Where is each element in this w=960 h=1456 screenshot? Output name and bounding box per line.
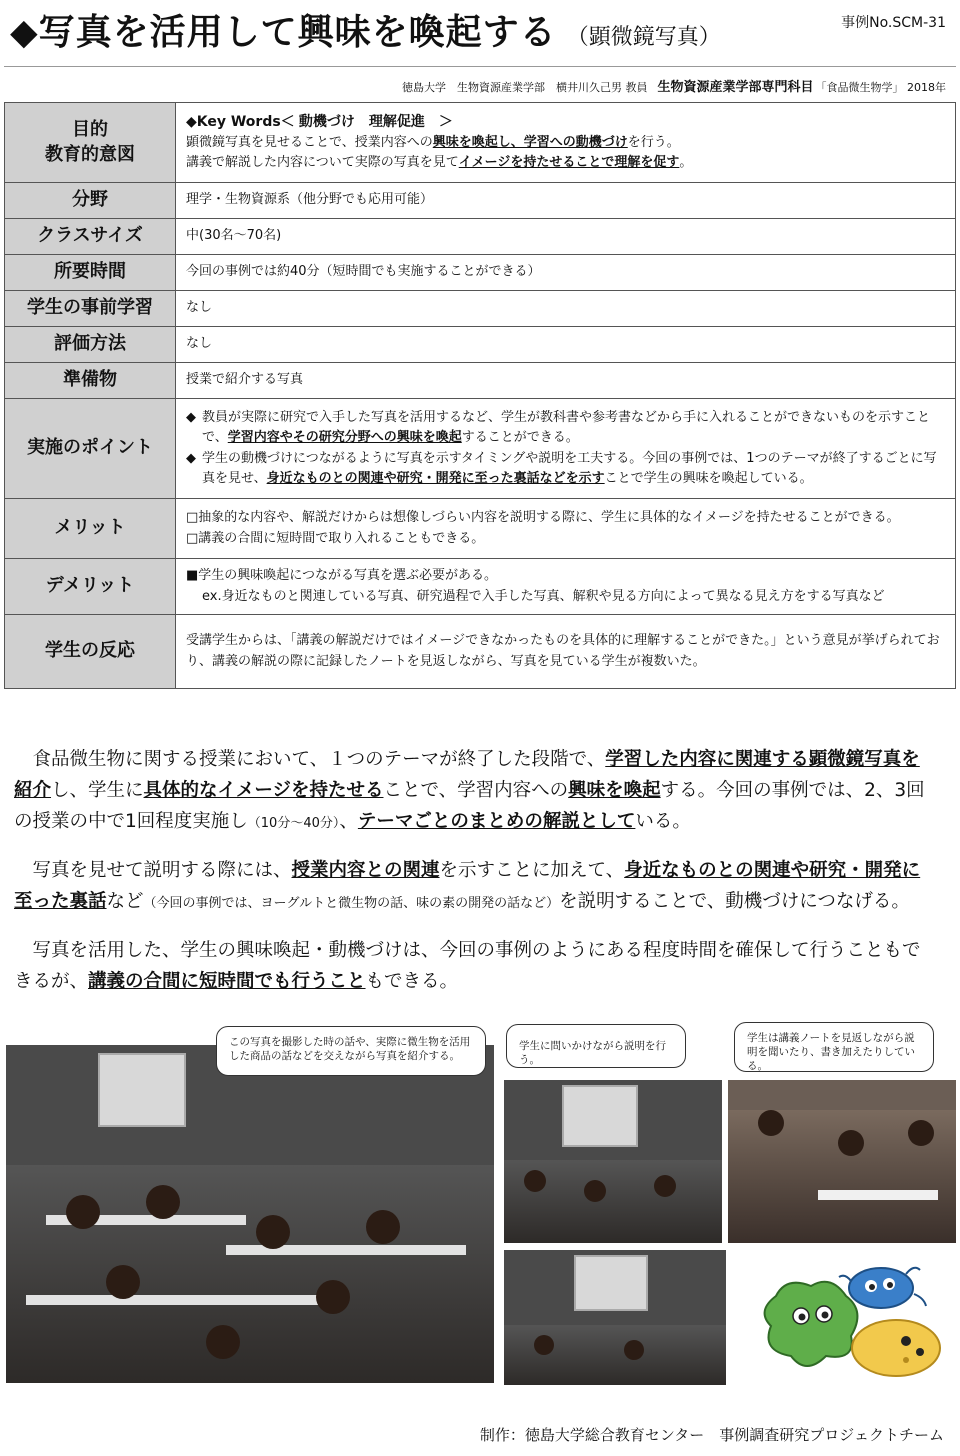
row-purpose — [5, 103, 956, 183]
subject-label: 生物資源産業学部専門科目 — [657, 80, 814, 95]
speech-bubble-3: 学生は講義ノートを見返しながら説明を聞いたり、書き加えたりしている。 — [734, 1022, 934, 1072]
row-demerit — [5, 559, 956, 615]
row-value: ◆Key Words＜ 動機づけ 理解促進 ＞ 顕微鏡写真を見せることで、授業内容への興味を喚起し、学習への動機づけを行う。 講義で解説した内容について実際の写真を見てイメージを持たせることで理解を促す。 — [176, 103, 956, 183]
title-subtitle: （顕微鏡写真） — [566, 25, 721, 50]
row-merit — [5, 499, 956, 559]
author-name: 徳島大学 生物資源産業学部 横井川久己男 教員 — [401, 81, 648, 94]
row-evaluation — [5, 327, 956, 363]
yellow-microbe — [852, 1320, 940, 1376]
row-label: 学生の反応 — [5, 615, 176, 689]
row-label: 評価方法 — [5, 327, 176, 363]
row-value: 授業で紹介する写真 — [176, 363, 956, 399]
row-label: 準備物 — [5, 363, 176, 399]
row-label: 実施のポイント — [5, 399, 176, 499]
lecture-photo-4 — [504, 1250, 726, 1385]
row-prep-study — [5, 291, 956, 327]
row-reaction — [5, 615, 956, 689]
row-value: ■学生の興味喚起につながる写真を選ぶ必要がある。 ex.身近なものと関連している写真、研究過程で入手した写真、解釈や見る方向によって異なる見え方をする写真など — [176, 559, 956, 615]
row-value: 今回の事例では約40分（短時間でも実施することができる） — [176, 255, 956, 291]
row-value: なし — [176, 327, 956, 363]
row-points — [5, 399, 956, 499]
students — [504, 1325, 726, 1385]
row-materials — [5, 363, 956, 399]
case-number: 事例No.SCM-31 — [841, 15, 946, 31]
row-label: デメリット — [5, 559, 176, 615]
row-label: 分野 — [5, 183, 176, 219]
green-microbe — [765, 1282, 858, 1366]
body-paragraph-1: 食品微生物に関する授業において、１つのテーマが終了した段階で、学習した内容に関連する顕微鏡写真を紹介し、学生に具体的なイメージを持たせることで、学習内容への興味を喚起する。今回の事例では、2、3回の授業の中で1回程度実施し（10分～40分）、テーマごとのまとめの解説としている。 — [14, 749, 925, 832]
row-class-size — [5, 219, 956, 255]
row-label: 学生の事前学習 — [5, 291, 176, 327]
title-main: ◆写真を活用して興味を喚起する — [10, 12, 557, 53]
projector-screen — [98, 1053, 186, 1127]
header-divider — [4, 66, 956, 67]
row-value: 中(30名～70名) — [176, 219, 956, 255]
speech-bubble-2: 学生に問いかけながら説明を行う。 — [506, 1024, 686, 1068]
lecture-photo-2 — [504, 1080, 722, 1243]
keywords: 動機づけ 理解促進 ＞ — [298, 113, 453, 130]
author-line — [402, 76, 946, 95]
speech-bubble-1: この写真を撮影した時の話や、実際に微生物を活用した商品の話などを交えながら写真を紹介する。 — [216, 1026, 486, 1076]
lecture-photo-3 — [728, 1080, 956, 1243]
row-value: □抽象的な内容や、解説だけからは想像しづらい内容を説明する際に、学生に具体的なイメージを持たせることができる。 □講義の合間に短時間で取り入れることもできる。 — [176, 499, 956, 559]
row-duration — [5, 255, 956, 291]
row-value: ◆ 教員が実際に研究で入手した写真を活用するなど、学生が教科書や参考書などから手に入れることができないものを示すことで、学習内容やその研究分野への興味を喚起することができる。 ◆ 学生の動機づけにつながるように写真を示すタイミングや説明を工夫する。今回の事例では、1つのテーマが終了するごとに写真を見せ、身近なものとの関連や研究・開発に至った裏話などを示すことで学生の興味を喚起している。 — [176, 399, 956, 499]
footer-credit: 制作：徳島大学総合教育センター 事例調査研究プロジェクトチーム — [479, 1426, 944, 1444]
microbe-illustration — [756, 1256, 956, 1386]
row-label: クラスサイズ — [5, 219, 176, 255]
lecture-photo-main — [6, 1045, 494, 1383]
row-value: 理学・生物資源系（他分野でも応用可能） — [176, 183, 956, 219]
keywords-prefix: ◆Key Words＜ — [186, 113, 295, 130]
info-table — [4, 102, 956, 689]
page-title — [10, 4, 810, 60]
row-label: 所要時間 — [5, 255, 176, 291]
row-value: なし — [176, 291, 956, 327]
row-label: 目的 教育的意図 — [5, 103, 176, 183]
course-name: 「食品微生物学」 2018年 — [815, 81, 946, 94]
body-paragraph-3: 写真を活用した、学生の興味喚起・動機づけは、今回の事例のようにある程度時間を確保して行うこともできるが、講義の合間に短時間でも行うこともできる。 — [14, 940, 921, 992]
row-label: メリット — [5, 499, 176, 559]
projector-screen — [574, 1255, 648, 1311]
row-value: 受講学生からは、「講義の解説だけではイメージできなかったものを具体的に理解することができた。」という意見が挙げられており、講義の解説の際に記録したノートを見返しながら、写真を見ている学生が複数いた。 — [176, 615, 956, 689]
row-field — [5, 183, 956, 219]
body-paragraph-2: 写真を見せて説明する際には、授業内容との関連を示すことに加えて、身近なものとの関連や研究・開発に至った裏話など（今回の事例では、ヨーグルトと微生物の話、味の素の開発の話など）を説明することで、動機づけにつなげる。 — [14, 860, 921, 912]
projector-screen — [562, 1085, 638, 1147]
